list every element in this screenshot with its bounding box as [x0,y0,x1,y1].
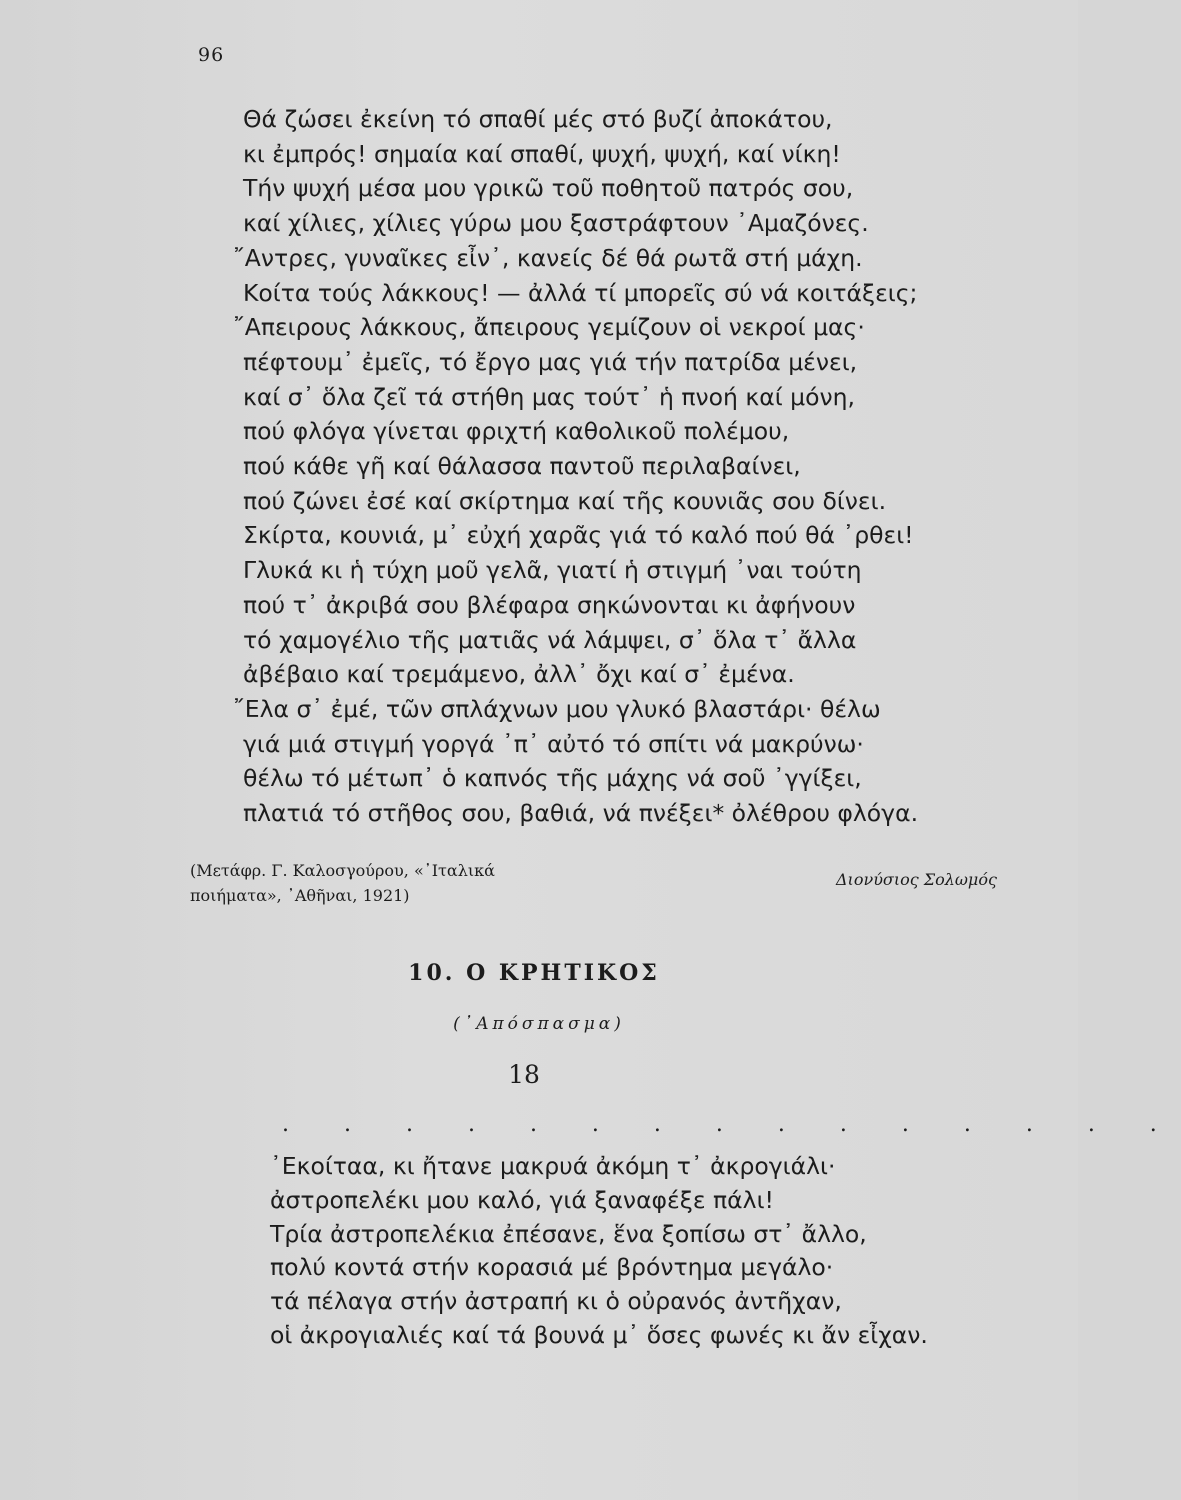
poem-line: καί χίλιες, χίλιες γύρω μου ξαστράφτουν ᾿Αμαζόνες. [243,209,869,238]
translation-citation [190,858,495,908]
poem-line: ἀστροπελέκι μου καλό, γιά ξαναφέξε πάλι! [270,1185,774,1214]
poem-line: οἱ ἀκρογιαλιές καί τά βουνά μ᾿ ὅσες φωνές κι ἄν εἶχαν. [270,1320,928,1349]
poem-line: Τήν ψυχή μέσα μου γρικῶ τοῦ ποθητοῦ πατρός σου, [243,174,854,203]
poem-line: Κοίτα τούς λάκκους! — ἀλλά τί μπορεῖς σύ νά κοιτάξεις; [243,278,918,307]
citation-line: ποιήματα», ᾿Αθῆναι, 1921) [190,886,410,905]
poem-line: πού κάθε γῆ καί θάλασσα παντοῦ περιλαβαίνει, [243,452,801,481]
poem-line: τά πέλαγα στήν ἀστραπή κι ὁ οὐρανός ἀντῆχαν, [270,1287,842,1316]
poem-line: γιά μιά στιγμή γοργά ᾿π᾿ αὐτό τό σπίτι νά μακρύνω· [243,729,864,758]
poem-line: Τρία ἀστροπελέκια ἐπέσανε, ἕνα ξοπίσω στ᾿ ἄλλο, [270,1219,867,1248]
poem-excerpt-kritikos [270,1150,928,1353]
poem-line: τό χαμογέλιο τῆς ματιᾶς νά λάμψει, σ᾿ ὅλα τ᾿ ἄλλα [243,625,857,654]
poem-line: πού τ᾿ ἀκριβά σου βλέφαρα σηκώνονται κι ἀφήνουν [243,590,856,619]
poem-line: ἀβέβαιο καί τρεμάμενο, ἀλλ᾿ ὄχι καί σ᾿ ἐμένα. [243,660,795,689]
poem-line: θέλω τό μέτωπ᾿ ὁ καπνός τῆς μάχης νά σοῦ ᾿γγίξει, [243,764,862,793]
poem-line: καί σ᾿ ὅλα ζεῖ τά στήθη μας τούτ᾿ ἡ πνοή καί μόνη, [243,382,855,411]
page-number: 96 [198,44,225,66]
poem-line: πλατιά τό στῆθος σου, βαθιά, νά πνέξει* ὀλέθρου φλόγα. [243,799,919,828]
poem-line: ῎Ελα σ᾿ ἐμέ, τῶν σπλάχνων μου γλυκό βλαστάρι· θέλω [233,694,881,723]
poem-line: πού φλόγα γίνεται φριχτή καθολικοῦ πολέμου, [243,417,790,446]
omission-dots: . . . . . . . . . . . . . . . [282,1112,1181,1137]
poem-line: Θά ζώσει ἐκείνη τό σπαθί μές στό βυζί ἀποκάτου, [243,105,833,133]
canto-number: 18 [508,1060,540,1089]
poem-line: πού ζώνει ἐσέ καί σκίρτημα καί τῆς κουνιᾶς σου δίνει. [243,486,887,515]
poem-line: ᾿Εκοίταα, κι ἤτανε μακρυά ἀκόμη τ᾿ ἀκρογιάλι· [270,1152,836,1180]
poem-line: Σκίρτα, κουνιά, μ᾿ εὐχή χαρᾶς γιά τό καλό πού θά ᾿ρθει! [243,521,914,550]
poem-line: πολύ κοντά στήν κορασιά μέ βρόντημα μεγάλο· [270,1253,834,1282]
citation-line: (Μετάφρ. Γ. Καλοσγούρου, «᾿Ιταλικά [190,861,495,880]
poem-excerpt-solomos [233,102,919,831]
poem-author: Διονύσιος Σολωμός [836,870,997,889]
poem-line: πέφτουμ᾿ ἐμεῖς, τό ἔργο μας γιά τήν πατρίδα μένει, [243,347,858,376]
section-title: 10. Ο ΚΡΗΤΙΚΟΣ [408,960,660,986]
poem-line: Γλυκά κι ἡ τύχη μοῦ γελᾶ, γιατί ἡ στιγμή ᾿ναι τούτη [243,556,862,585]
poem-line: ῎Αντρες, γυναῖκες εἶν᾿, κανείς δέ θά ρωτᾶ στή μάχη. [233,243,863,272]
poem-line: κι ἐμπρός! σημαία καί σπαθί, ψυχή, ψυχή, καί νίκη! [243,139,841,168]
section-subtitle: (᾿Απόσπασμα) [453,1014,625,1034]
poem-line: ῎Απειρους λάκκους, ἄπειρους γεμίζουν οἱ νεκροί μας· [233,313,865,342]
